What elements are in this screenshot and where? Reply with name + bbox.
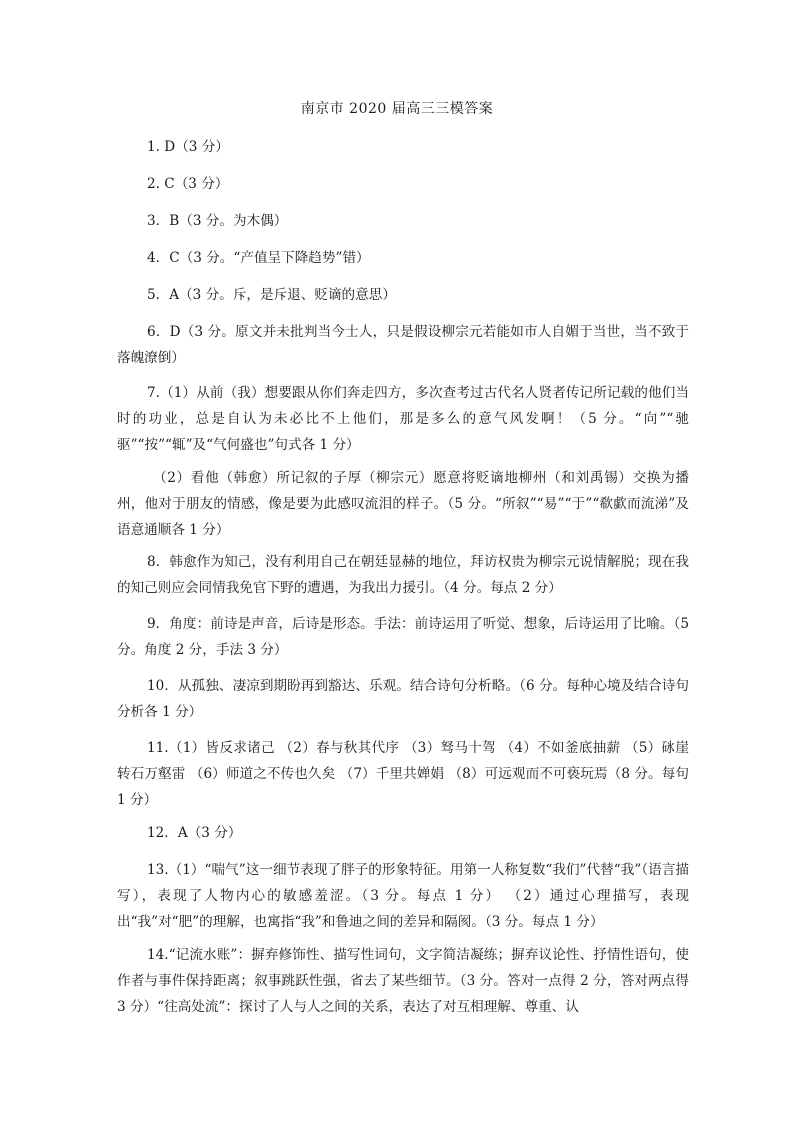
answer-5: 5．A（3 分。斥，是斥退、贬谪的意思） [147, 287, 396, 303]
answer-13: 13.（1）“喘气”这一细节表现了胖子的形象特征。用第一人称复数“我们”代替“我”（语言描写），表现了人物内心的敏感羞涩。（3 分。每点 1 分） （2）通过心理描写，表现出“我”对“肥”的理解，也寓指“我”和鲁迪之间的差异和隔阂。（3 分。每点 1 分） [117, 862, 689, 930]
document-title: 南京市 2020 届高三三模答案 [300, 101, 494, 117]
answer-9: 9．角度：前诗是声音，后诗是形态。手法：前诗运用了听觉、想象，后诗运用了比喻。（5 分。角度 2 分，手法 3 分） [117, 616, 689, 658]
answer-6: 6．D（3 分。原文并未批判当今士人，只是假设柳宗元若能如市人自媚于当世，当不致于落魄潦倒） [117, 324, 689, 366]
answer-3: 3．B（3 分。为木偶） [147, 213, 288, 229]
answer-1: 1. D（3 分） [147, 139, 229, 155]
answer-4: 4．C（3 分。“产值呈下降趋势”错） [147, 250, 370, 266]
answer-12: 12．A（3 分） [147, 825, 242, 841]
answer-8: 8．韩愈作为知己，没有利用自己在朝廷显赫的地位，拜访权贵为柳宗元说情解脱；现在我的知己则应会同情我免官下野的遭遇，为我出力援引。（4 分。每点 2 分） [117, 554, 689, 596]
answer-14: 14.“记流水账”：摒弃修饰性、描写性词句，文字简洁凝练；摒弃议论性、抒情性语句，使作者与事件保持距离；叙事跳跃性强，省去了某些细节。（3 分。答对一点得 2 分，答对两点得 3 分）“往高处流”：探讨了人与人之间的关系，表达了对互相理解、尊重、认 [117, 947, 689, 1015]
answer-2: 2. C（3 分） [147, 176, 229, 192]
answer-11: 11.（1）皆反求诸己 （2）春与秋其代序 （3）驽马十驾 （4）不如釜底抽薪 （5）砯崖转石万壑雷 （6）师道之不传也久矣 （7）千里共婵娟 （8）可远观而不可亵玩焉（8 分。每句 1 分） [117, 740, 689, 808]
answer-7-part-2: （2）看他（韩愈）所记叙的子厚（柳宗元）愿意将贬谪地柳州（和刘禹锡）交换为播州，他对于朋友的情感，像是要为此感叹流泪的样子。（5 分。“所叙”“易”“于”“欷歔而流涕”及语意通顺各 1 分） [117, 470, 689, 538]
answer-7-part-1: 7.（1）从前（我）想要跟从你们奔走四方，多次查考过古代名人贤者传记所记载的他们当时的功业，总是自认为未必比不上他们，那是多么的意气风发啊！（5 分。“向”“驰驱”“按”“辄”及“气何盛也”句式各 1 分） [117, 385, 689, 453]
answer-10: 10．从孤独、凄凉到期盼再到豁达、乐观。结合诗句分析略。（6 分。每种心境及结合诗句分析各 1 分） [117, 678, 689, 720]
